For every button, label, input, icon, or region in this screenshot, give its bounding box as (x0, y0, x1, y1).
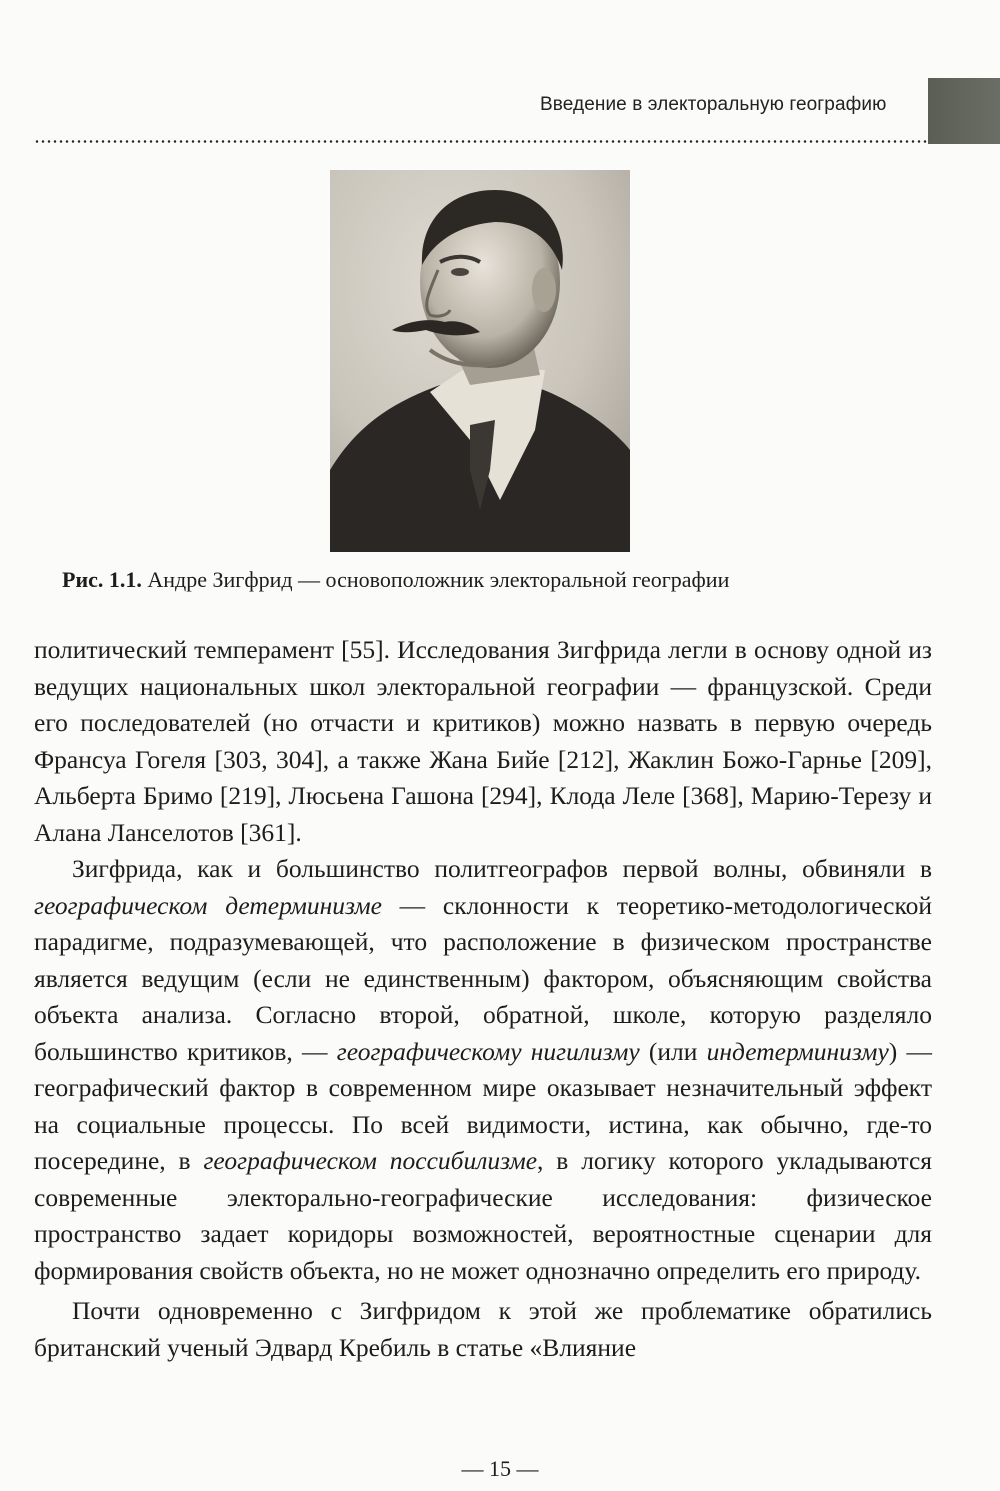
chapter-tab-marker (928, 78, 1000, 144)
paragraph-1: политический темперамент [55]. Исследования Зигфрида легли в основу одной из ведущих национальных школ электоральной географии — французской. Среди его последователей (но отчасти и критиков) можно назвать в первую очередь Франсуа Гогеля [303, 304], а также Жана Бийе [212], Жаклин Божо-Гарнье [209], Альберта Бримо [219], Люсьена Гашона [294], Клода Леле [368], Марию-Терезу и Алана Ланселотов [361]. (34, 635, 932, 847)
body-text (34, 632, 932, 1366)
term-possibilism: географическом поссибилизме (203, 1146, 538, 1175)
p2-text-a: Зигфрида, как и большинство политгеографов первой волны, обвиняли в (72, 854, 932, 883)
paragraph-2 (34, 851, 932, 1289)
term-determinism: географическом детерминизме (34, 890, 382, 920)
caption-text: Андре Зигфрид — основоположник электоральной географии (141, 567, 730, 592)
term-indeterminism: индетерминизму (706, 1036, 889, 1066)
page-number: — 15 — (461, 1456, 539, 1481)
p2-text-c: — склонности к теоретико-методологической парадигме, подразумевающей, что расположение в физическом пространстве является ведущим (если не единственным) фактором, объясняющим свойства объекта анализа. Согласно второй, обратной, школе, которую разделяло большинство критиков, — (34, 890, 932, 1066)
running-title: Введение в электоральную географию (540, 94, 887, 115)
paragraph-3: Почти одновременно с Зигфридом к этой же проблематике обратились британский ученый Эдвард Кребиль в статье «Влияние (34, 1296, 932, 1362)
term-nihilism: географическому нигилизму (336, 1036, 640, 1066)
figure-caption (62, 566, 942, 594)
p2-text-i: , в логику которого укладываются современные электорально-географические исследования: физическое пространство задает коридоры возможностей, вероятностные сценарии для формирования свойств объекта, но не может однозначно определить его природу. (34, 1146, 932, 1285)
portrait-photo (330, 170, 630, 552)
dotted-divider (34, 140, 930, 143)
portrait-illustration (330, 170, 630, 552)
p2-text-g: ) — географический фактор в современном мире оказывает незначительный эффект на социальные процессы. По всей видимости, истина, как обычно, где-то посередине, в (34, 1036, 933, 1175)
caption-label: Рис. 1.1. (62, 567, 142, 592)
p2-text-e: (или (639, 1036, 707, 1066)
